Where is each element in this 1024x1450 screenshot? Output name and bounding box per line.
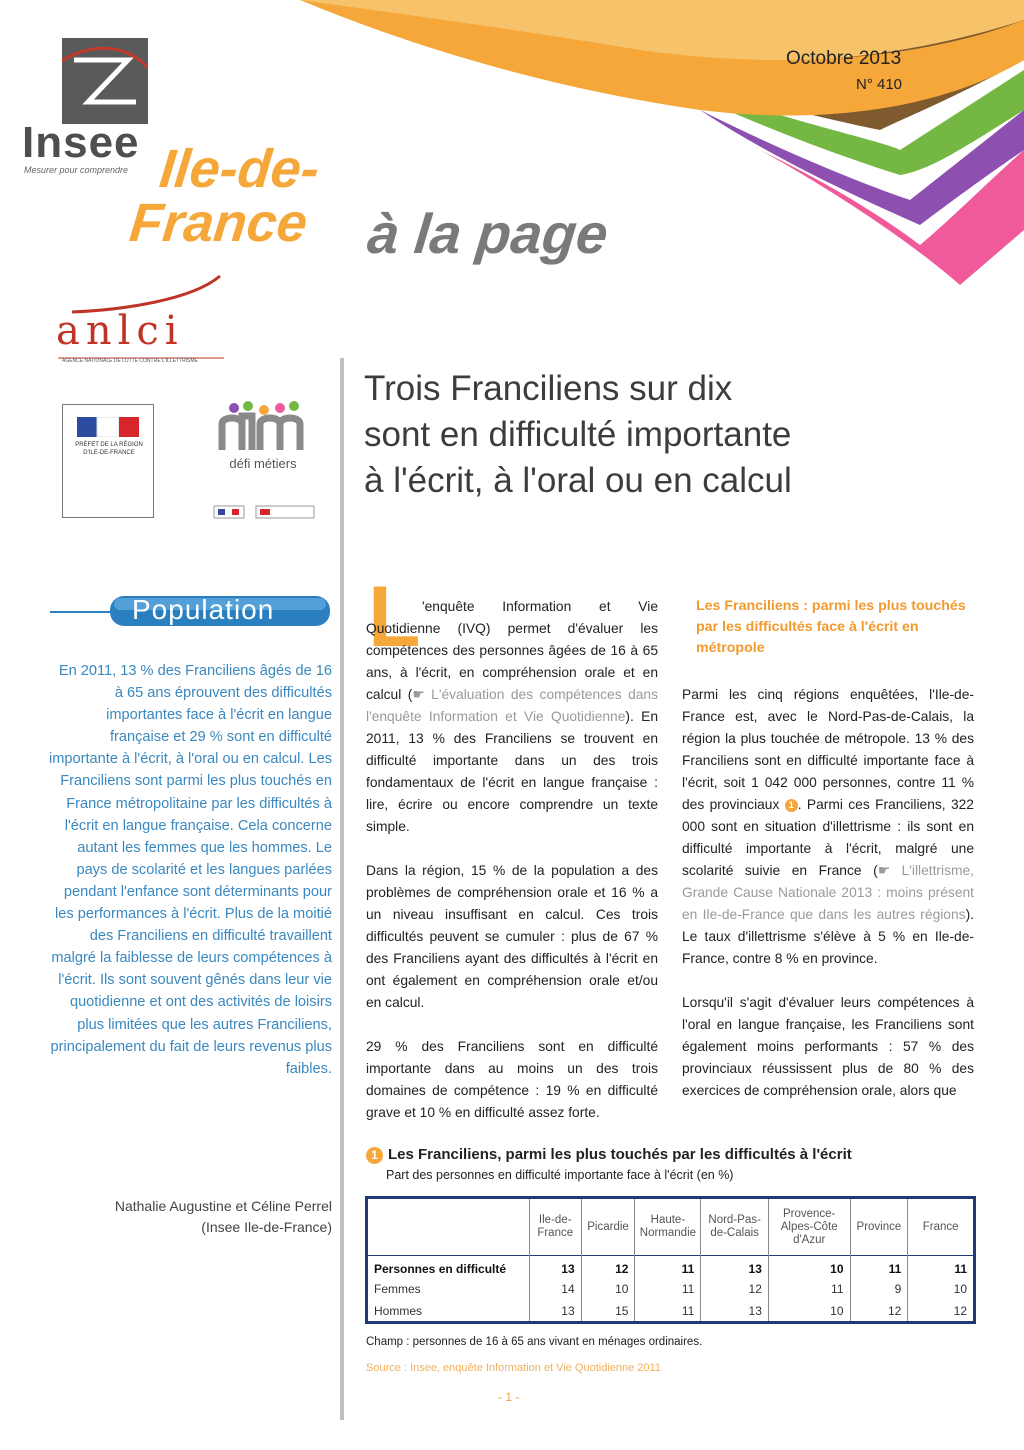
- table-cell: 14: [529, 1278, 581, 1300]
- article-title: [364, 366, 884, 504]
- series-title-line1: Ile-de-: [156, 139, 323, 199]
- article-title-line2: sont en difficulté importante: [364, 415, 792, 454]
- table-cell: 11: [635, 1300, 701, 1322]
- figure-number-icon: 1: [366, 1147, 383, 1164]
- table-cell: 12: [701, 1278, 769, 1300]
- table-cell: 13: [701, 1256, 769, 1278]
- defi-metiers-mark-icon: [208, 394, 318, 454]
- table-cell: 9: [850, 1278, 908, 1300]
- table-field-note: Champ : personnes de 16 à 65 ans vivant en ménages ordinaires.: [366, 1336, 703, 1348]
- table-header-cell: Haute-Normandie: [635, 1198, 701, 1256]
- table-row: [367, 1278, 975, 1300]
- column-2-heading: Les Franciliens : parmi les plus touchés par les difficultés face à l'écrit en métropole: [696, 598, 966, 656]
- table-header-cell: Picardie: [581, 1198, 635, 1256]
- insee-logo: [62, 38, 148, 124]
- figure-marker-icon[interactable]: 1: [785, 799, 798, 812]
- series-title-line3: à la page: [364, 202, 612, 265]
- table-cell: 13: [529, 1256, 581, 1278]
- insee-wordmark: Insee: [22, 118, 140, 167]
- table-header-cell: Nord-Pas-de-Calais: [701, 1198, 769, 1256]
- table-cell: 11: [908, 1256, 975, 1278]
- paragraph-5: Lorsqu'il s'agit d'évaluer leurs compétences à l'oral en langue française, les Franciliens sont également moins performants : 57 % des provinciaux réussissent plus de 80 % des exercices de compréhension orale, alors que: [682, 995, 974, 1098]
- table-cell: 11: [635, 1256, 701, 1278]
- defi-partner-logos-icon: [212, 504, 316, 520]
- anlci-wordmark: anlci: [56, 308, 184, 354]
- table-cell: 12: [850, 1300, 908, 1322]
- article-title-line3: à l'écrit, à l'oral ou en calcul: [364, 461, 792, 500]
- cross-reference-link[interactable]: ☛ L'illettrisme, Grande Cause Nationale 2013 : moins présent en Ile-de-France que dans les autres régions: [682, 863, 974, 922]
- series-title-line2: France: [126, 193, 311, 253]
- table-cell: 12: [908, 1300, 975, 1322]
- drop-cap: L: [368, 569, 421, 665]
- page-number: - 1 -: [498, 1390, 520, 1404]
- table-subtitle: Part des personnes en difficulté importante face à l'écrit (en %): [386, 1168, 734, 1182]
- defi-metiers-wordmark: défi métiers: [229, 456, 297, 471]
- insee-logo-mark-icon: [62, 38, 148, 124]
- table-header-row: [367, 1198, 975, 1256]
- article-title-line1: Trois Franciliens sur dix: [364, 369, 733, 408]
- publication-date: Octobre 2013: [786, 48, 902, 69]
- french-flag-icon: [77, 417, 139, 437]
- authors-names: Nathalie Augustine et Céline Perrel: [114, 1198, 332, 1214]
- table-cell: 10: [908, 1278, 975, 1300]
- paragraph-2: Dans la région, 15 % de la population a des problèmes de compréhension orale et 16 % a un niveau insuffisant en calcul. Ces trois difficultés peuvent se cumuler : plus de 67 % des Franciliens ayant des difficultés à l'écrit en ont également en compréhension orale et/ou en calcul.: [366, 863, 658, 1010]
- table-cell: 13: [529, 1300, 581, 1322]
- row-label: Hommes: [374, 1303, 423, 1318]
- data-table: [365, 1196, 976, 1324]
- anlci-subtitle: AGENCE NATIONALE DE LUTTE CONTRE L'ILLETTRISME: [62, 358, 198, 364]
- table-cell: 12: [581, 1256, 635, 1278]
- summary-text: En 2011, 13 % des Franciliens âgés de 16 à 65 ans éprouvent des difficultés importantes face à l'écrit en langue française et 29 % sont en difficulté importante à l'écrit, à l'oral ou en calcul. Les Franciliens sont parmi les plus touchés en France métropolitaine par les difficultés à l'écrit en langue française. Cela concerne autant les femmes que les hommes. Le pays de scolarité et les langues parlées pendant l'enfance sont déterminants pour les performances à l'écrit. Plus de la moitié des Franciliens en difficulté travaillent malgré la faiblesse de leurs compétences à l'écrit. Ils sont souvent gênés dans leur vie quotidienne et ont des activités de loisirs plus limitées que les autres Franciliens, principalement du fait de leurs revenus plus faibles.: [49, 663, 332, 1077]
- row-label: Femmes: [374, 1281, 421, 1296]
- table-header-cell: Provence-Alpes-Côte d'Azur: [768, 1198, 850, 1256]
- table-cell: 11: [850, 1256, 908, 1278]
- column-divider: [340, 358, 344, 1420]
- paragraph-4: Parmi les cinq régions enquêtées, l'Ile-de-France est, avec le Nord-Pas-de-Calais, la région la plus touchée de métropole. 13 % des Franciliens sont en difficulté importante face à l'écrit, soit 1 042 000 personnes, contre 11 % des provinciaux 1 . Parmi ces Franciliens, 322 000 sont en situation d'illettrisme : ils sont en difficulté importante à l'écrit, malgré une scolarité suivie en France (☛ L'illettrisme, Grande Cause Nationale 2013 : moins présent en Ile-de-France que dans les autres régions). Le taux d'illettrisme s'élève à 5 % en Ile-de-France, contre 8 % en province.: [682, 687, 974, 966]
- table-cell: 13: [701, 1300, 769, 1322]
- section-label: Population: [132, 594, 275, 625]
- issue-number: N° 410: [856, 76, 903, 93]
- table-row: [367, 1300, 975, 1322]
- table-cell: 11: [635, 1278, 701, 1300]
- cross-reference-link[interactable]: ☛ L'évaluation des compétences dans l'enquête Information et Vie Quotidienne: [366, 687, 659, 724]
- paragraph-1: 'enquête Information et Vie Quotidienne (IVQ) permet d'évaluer les compétences des personnes âgées de 16 à 65 ans, à l'écrit, en compréhension orale et en calcul (☛ L'évaluation des compétences dans l'enquête Information et Vie Quotidienne). En 2011, 13 % des Franciliens se trouvent en difficulté importante dans un des trois fondamentaux de l'écrit en langue française : lire, écrire ou encore comprendre un texte simple.: [366, 599, 659, 834]
- table-cell: 10: [768, 1256, 850, 1278]
- row-label: Personnes en difficulté: [367, 1256, 530, 1278]
- table-cell: 15: [581, 1300, 635, 1322]
- prefet-text: PRÉFET DE LA RÉGION D'ILE-DE-FRANCE: [75, 442, 143, 456]
- table-source-note: Source : Insee, enquête Information et Vie Quotidienne 2011: [366, 1362, 661, 1374]
- article-column-2: [682, 684, 974, 1124]
- table-header-empty: [367, 1198, 530, 1256]
- table-row: [367, 1256, 975, 1278]
- authors: [60, 1196, 332, 1238]
- insee-tagline: Mesurer pour comprendre: [24, 165, 129, 175]
- paragraph-3: 29 % des Franciliens sont en difficulté importante dans au moins un des trois domaines de compétence : 19 % en difficulté grave et 10 % en difficulté assez forte.: [366, 1039, 658, 1120]
- defi-metiers-logo: [208, 394, 318, 524]
- table-header-cell: Ile-de-France: [529, 1198, 581, 1256]
- table-header-cell: Province: [850, 1198, 908, 1256]
- table-cell: 10: [581, 1278, 635, 1300]
- authors-affiliation: (Insee Ile-de-France): [201, 1219, 332, 1235]
- table-cell: 10: [768, 1300, 850, 1322]
- article-column-1: [366, 596, 658, 1146]
- prefet-logo: [62, 404, 154, 518]
- table-title: Les Franciliens, parmi les plus touchés par les difficultés à l'écrit: [388, 1146, 852, 1163]
- table-header-cell: France: [908, 1198, 975, 1256]
- table-cell: 11: [768, 1278, 850, 1300]
